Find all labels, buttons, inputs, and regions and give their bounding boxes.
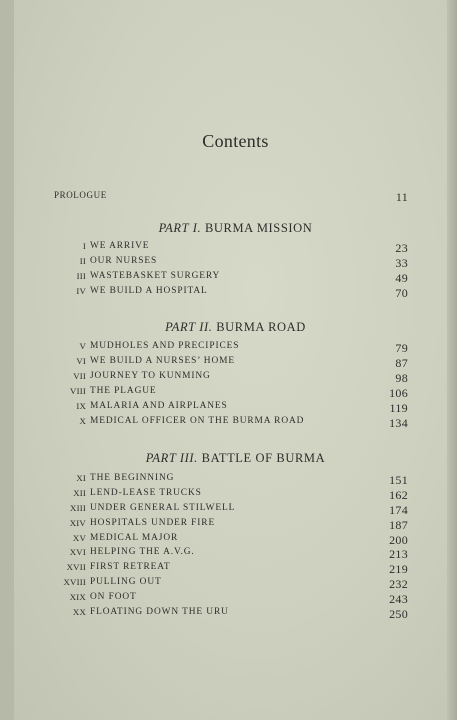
chapter-page: 87 — [395, 356, 408, 370]
chapter-title: WE ARRIVE — [90, 241, 150, 251]
toc-entry — [14, 341, 457, 355]
chapter-number: VIII — [70, 386, 86, 396]
toc-entry — [14, 473, 457, 487]
chapter-page: 134 — [389, 416, 408, 430]
chapter-title: HELPING THE A.V.G. — [90, 547, 195, 557]
toc-entry — [14, 488, 457, 502]
chapter-number: XVII — [66, 562, 86, 572]
chapter-page: 49 — [395, 271, 408, 285]
part-name: BATTLE OF BURMA — [201, 451, 326, 465]
toc-entry — [14, 356, 457, 370]
chapter-page: 232 — [389, 577, 408, 591]
chapter-title: WE BUILD A NURSES’ HOME — [90, 356, 236, 366]
chapter-number: XIII — [70, 503, 86, 513]
chapter-title: WE BUILD A HOSPITAL — [90, 286, 208, 296]
part-name: BURMA MISSION — [204, 221, 313, 235]
chapter-page: 200 — [389, 533, 408, 547]
chapter-number: XVIII — [63, 577, 86, 587]
chapter-number: X — [79, 416, 86, 426]
chapter-title: MEDICAL MAJOR — [90, 533, 179, 543]
part-name: BURMA ROAD — [216, 320, 306, 334]
chapter-number: XI — [76, 473, 86, 483]
chapter-page: 70 — [395, 286, 408, 300]
chapter-number: III — [76, 271, 86, 281]
chapter-title: MALARIA AND AIRPLANES — [90, 401, 228, 411]
chapter-page: 187 — [389, 518, 408, 532]
chapter-title: FIRST RETREAT — [90, 562, 171, 572]
toc-entry — [14, 547, 457, 561]
chapter-title: PULLING OUT — [90, 577, 162, 587]
toc-entry — [14, 503, 457, 517]
chapter-number: VII — [73, 371, 86, 381]
chapter-number: XVI — [69, 547, 86, 557]
part-prefix: PART I. — [158, 221, 202, 235]
chapter-number: I — [82, 241, 86, 251]
toc-entry — [14, 607, 457, 621]
part-prefix: PART III. — [145, 451, 198, 465]
chapter-page: 162 — [389, 488, 408, 502]
part-heading-1 — [14, 221, 457, 236]
chapter-page: 23 — [395, 241, 408, 255]
part-heading-3 — [14, 451, 457, 466]
toc-entry — [14, 386, 457, 400]
chapter-page: 243 — [389, 592, 408, 606]
chapter-page: 219 — [389, 562, 408, 576]
chapter-number: II — [79, 256, 86, 266]
prologue-entry — [14, 190, 457, 204]
chapter-number: XIX — [69, 592, 86, 602]
toc-entry — [14, 416, 457, 430]
chapter-title: OUR NURSES — [90, 256, 158, 266]
chapter-page: 250 — [389, 607, 408, 621]
part-prefix: PART II. — [165, 320, 213, 334]
chapter-number: XX — [72, 607, 86, 617]
toc-entry — [14, 518, 457, 532]
chapter-title: UNDER GENERAL STILWELL — [90, 503, 236, 513]
chapter-number: XIV — [69, 518, 86, 528]
prologue-label: PROLOGUE — [54, 190, 107, 200]
toc-entry — [14, 371, 457, 385]
chapter-title: THE BEGINNING — [90, 473, 175, 483]
toc-entry — [14, 271, 457, 285]
chapter-page: 98 — [395, 371, 408, 385]
chapter-number: IV — [76, 286, 86, 296]
chapter-title: WASTEBASKET SURGERY — [90, 271, 221, 281]
part-heading-2 — [14, 320, 457, 335]
toc-entry — [14, 401, 457, 415]
page-title: Contents — [202, 131, 269, 151]
chapter-page: 106 — [389, 386, 408, 400]
prologue-page: 11 — [395, 190, 408, 204]
chapter-title: THE PLAGUE — [90, 386, 157, 396]
chapter-number: V — [79, 341, 86, 351]
chapter-title: ON FOOT — [90, 592, 137, 602]
chapter-title: HOSPITALS UNDER FIRE — [90, 518, 216, 528]
chapter-page: 79 — [395, 341, 408, 355]
toc-entry — [14, 286, 457, 300]
chapter-title: MUDHOLES AND PRECIPICES — [90, 341, 240, 351]
chapter-number: XII — [73, 488, 86, 498]
chapter-number: IX — [76, 401, 86, 411]
chapter-page: 33 — [395, 256, 408, 270]
chapter-number: VI — [76, 356, 86, 366]
chapter-page: 213 — [389, 547, 408, 561]
chapter-number: XV — [72, 533, 86, 543]
toc-entry — [14, 577, 457, 591]
chapter-page: 151 — [389, 473, 408, 487]
toc-entry — [14, 533, 457, 547]
toc-entry — [14, 592, 457, 606]
chapter-title: MEDICAL OFFICER ON THE BURMA ROAD — [90, 416, 305, 426]
chapter-title: LEND-LEASE TRUCKS — [90, 488, 202, 498]
toc-entry — [14, 241, 457, 255]
chapter-title: FLOATING DOWN THE URU — [90, 607, 229, 617]
chapter-page: 119 — [389, 401, 408, 415]
toc-entry — [14, 256, 457, 270]
toc-entry — [14, 562, 457, 576]
chapter-title: JOURNEY TO KUNMING — [90, 371, 211, 381]
chapter-page: 174 — [389, 503, 408, 517]
